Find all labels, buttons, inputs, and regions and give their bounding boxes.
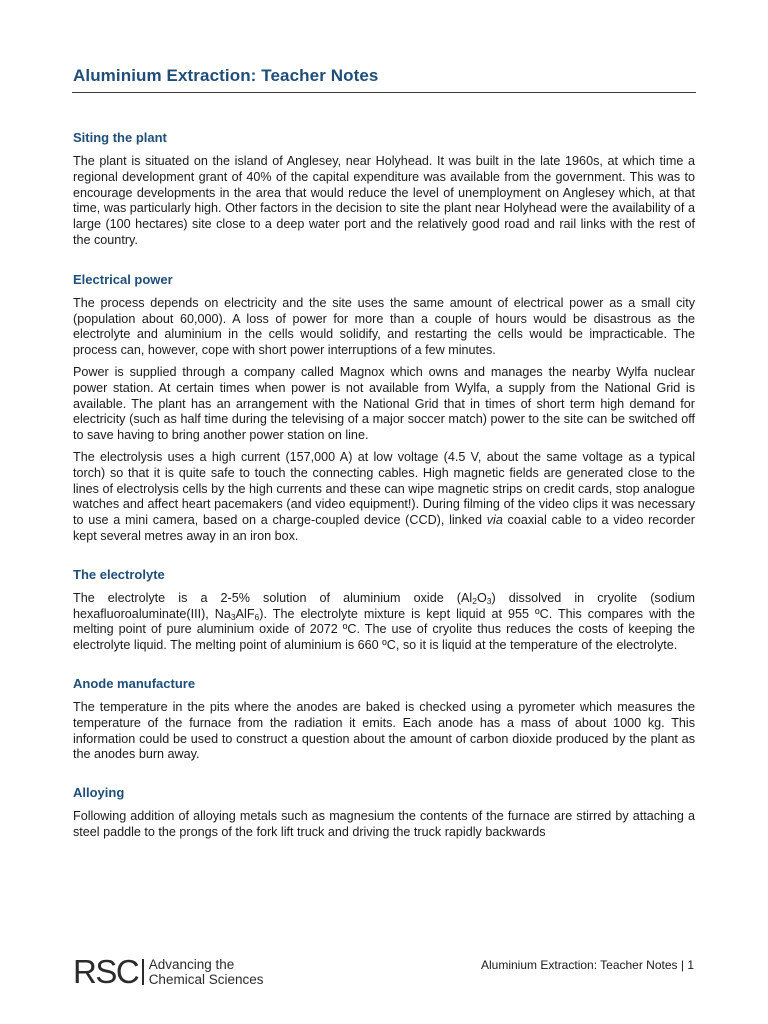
subscript: 3 — [230, 611, 236, 622]
logo-tagline — [149, 957, 264, 987]
paragraph: The plant is situated on the island of Anglesey, near Holyhead. It was built in the late 1960s, at which time a regional development grant of 40% of the capital expenditure was available from the government. This was to encourage developments in the area that would reduce the level of unemployment on Anglesey which, at that time, was particularly high. Other factors in the decision to site the plant near Holyhead were the availability of a large (100 hectares) site close to a deep water port and the relatively good road and rail links with the rest of the country. — [73, 154, 695, 247]
paragraph-text: O — [476, 590, 487, 605]
paragraph-text: AlF — [235, 606, 255, 621]
title-divider — [72, 92, 696, 93]
section-heading: Siting the plant — [73, 130, 167, 145]
paragraph — [73, 591, 695, 654]
paragraph: The temperature in the pits where the anodes are baked is checked using a pyrometer which measures the temperature of the furnace from the radiation it emits. Each anode has a mass of about 1000 kg. This information could be used to construct a question about the amount of carbon dioxide produced by the plant as the anodes burn away. — [73, 699, 695, 762]
page-footer-label: Aluminium Extraction: Teacher Notes | 1 — [481, 958, 694, 972]
paragraph-text: The electrolysis uses a high current (157,000 A) at low voltage (4.5 V, about the same voltage as a typical torch) so that it is quite safe to touch the connecting cables. High magnetic fields are generated close to the lines of electrolysis cells by the high currents and these can wipe magnetic strips on credit cards, stop analogue watches and affect heart pacemakers (and video equipment!). During filming of the video clips it was necessary to use a mini camera, based on a charge-coupled device (CCD), linked — [73, 449, 695, 528]
italic-text: via — [486, 513, 503, 528]
section-siting-the-plant — [73, 130, 695, 249]
section-alloying — [73, 785, 695, 841]
logo-tagline-line: Chemical Sciences — [148, 972, 264, 987]
subscript: 2 — [472, 595, 477, 606]
paragraph-text: ). The electrolyte mixture is kept liquid at 955 ºC. This compares with the melting point of pure aluminium oxide of 2072 ºC. The use of cryolite thus reduces the costs of keeping the electrolyte liquid. The melting point of aluminium is 660 ºC, so it is liquid at the temperature of the electrolyte. — [73, 606, 695, 653]
section-the-electrolyte — [73, 567, 695, 654]
document-body — [73, 130, 695, 863]
section-heading: Anode manufacture — [73, 675, 196, 691]
paragraph-text: coaxial cable to a video recorder kept several metres away in an iron box. — [73, 513, 695, 543]
rsc-logo — [73, 952, 263, 992]
subscript: 6 — [254, 611, 260, 622]
paragraph: Power is supplied through a company called Magnox which owns and manages the nearby Wylfa nuclear power station. At certain times when power is not available from Wylfa, a supply from the National Grid is available. The plant has an arrangement with the National Grid that in times of short term high demand for electricity (such as half time during the televising of a major soccer match) power to the site can be switched off to save having to bring another power station on line. — [73, 364, 695, 443]
paragraph: The process depends on electricity and the site uses the same amount of electrical power as a small city (population about 60,000). A loss of power for more than a couple of hours would be disastrous as the electrolyte and aluminium in the cells would solidify, and restarting the cells would be impracticable. The process can, however, cope with short power interruptions of a few minutes. — [73, 295, 695, 358]
logo-divider — [142, 959, 144, 985]
section-anode-manufacture — [73, 676, 695, 763]
logo-tagline-line: Advancing the — [148, 957, 235, 972]
section-heading: Alloying — [73, 785, 125, 801]
section-heading: The electrolyte — [73, 566, 165, 582]
subscript: 3 — [486, 595, 492, 606]
section-electrical-power — [73, 272, 695, 545]
paragraph-text: The electrolyte is a 2-5% solution of aluminium oxide (Al — [73, 590, 473, 605]
logo-mark: RSC — [73, 953, 139, 990]
paragraph-text: ) dissolved in cryolite (sodium hexafluoroaluminate(III), Na — [73, 590, 696, 621]
paragraph: Following addition of alloying metals such as magnesium the contents of the furnace are stirred by attaching a steel paddle to the prongs of the fork lift truck and driving the truck rapidly backwards — [73, 809, 695, 839]
document-title: Aluminium Extraction: Teacher Notes — [73, 66, 379, 85]
paragraph — [73, 450, 695, 545]
section-heading: Electrical power — [73, 271, 173, 287]
